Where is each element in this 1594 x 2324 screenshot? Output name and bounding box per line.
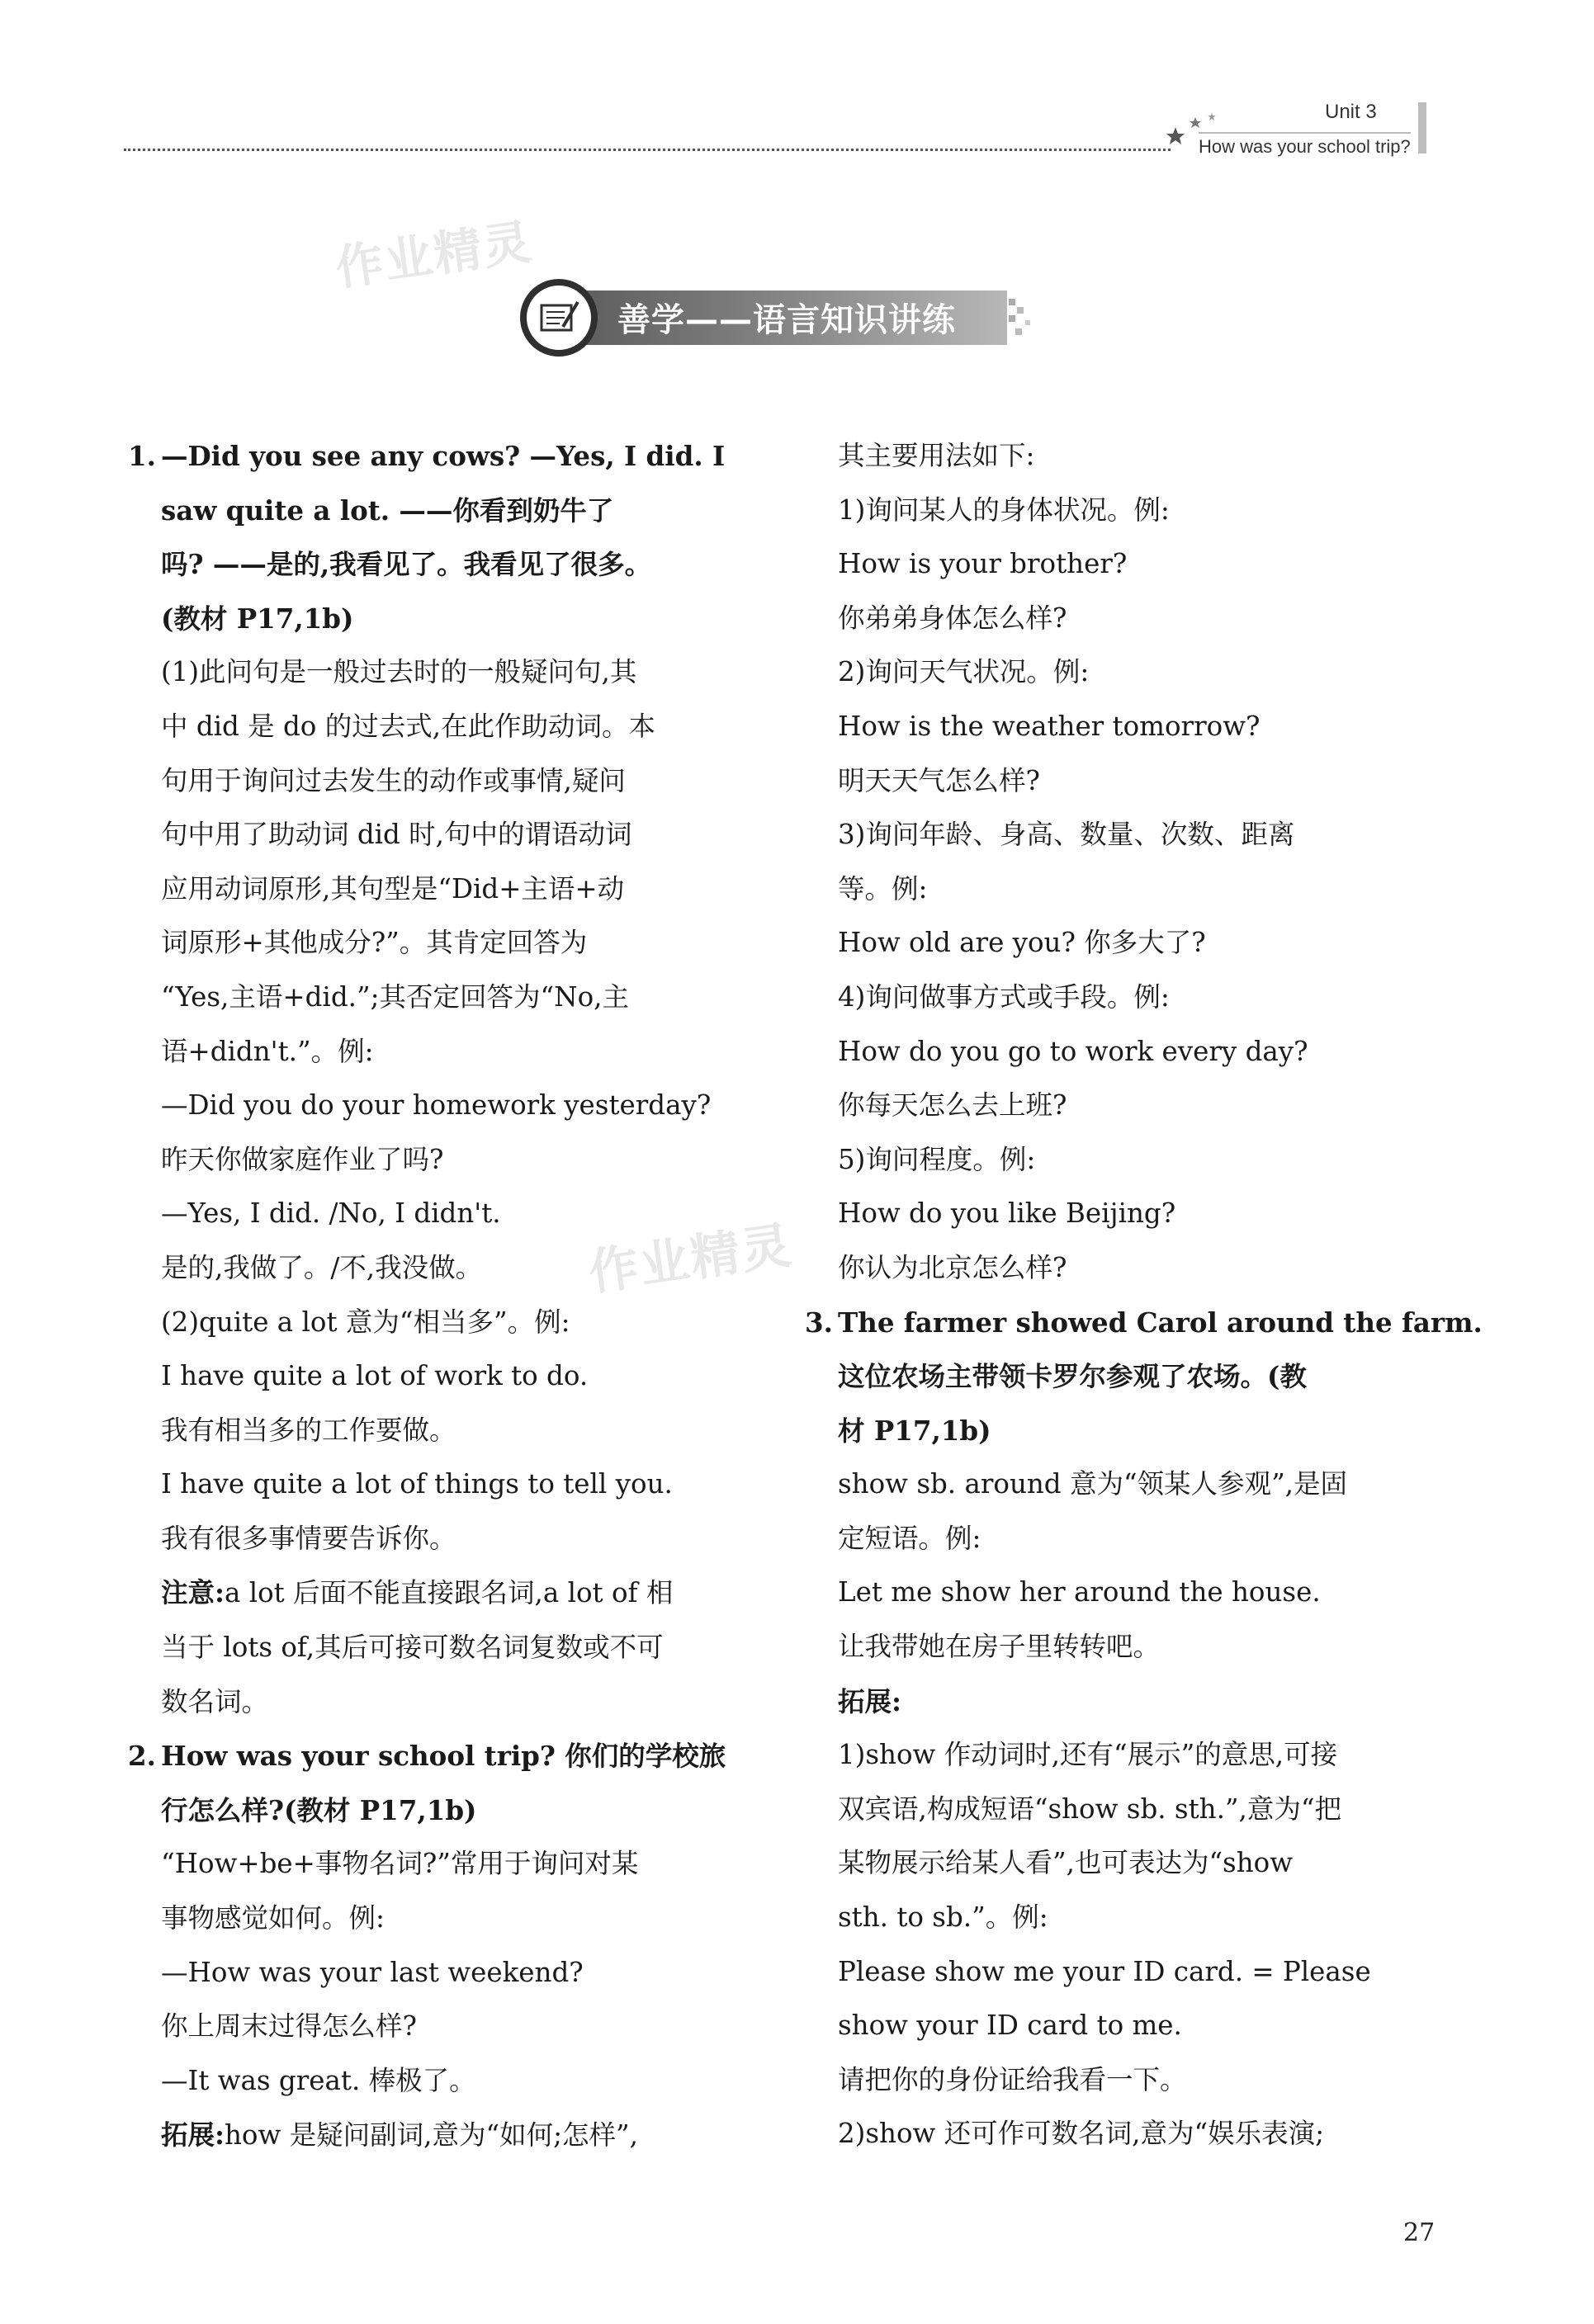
text-line: 句中用了助动词 did 时,句中的谓语动词 xyxy=(161,819,632,851)
text-line: 双宾语,构成短语“show sb. sth.”,意为“把 xyxy=(838,1793,1341,1825)
example-line: How is the weather tomorrow? xyxy=(838,710,1261,742)
text-line: “Yes,主语+did.”;其否定回答为“No,主 xyxy=(161,980,629,1013)
extension-line: 拓展:how 是疑问副词,意为“如何;怎样”, xyxy=(161,2119,638,2152)
text-line: 语+didn't.”。例: xyxy=(161,1035,374,1067)
item-1-heading-cont: 吗? ——是的,我看见了。我看见了很多。 xyxy=(161,548,652,581)
notebook-pen-icon xyxy=(520,279,598,357)
extension-label: 拓展: xyxy=(838,1684,901,1717)
extension-label: 拓展: xyxy=(161,2119,225,2152)
text-line: 句用于询问过去发生的动作或事情,疑问 xyxy=(161,764,626,796)
watermark-middle: 作业精灵 xyxy=(585,1216,797,1302)
text-line: (1)此问句是一般过去时的一般疑问句,其 xyxy=(161,656,637,688)
text-line: 应用动词原形,其句型是“Did+主语+动 xyxy=(161,872,625,905)
text-line: “How+be+事物名词?”常用于询问对某 xyxy=(161,1848,639,1880)
example-line: —How was your last weekend? xyxy=(161,1956,584,1988)
text-line: 定短语。例: xyxy=(838,1522,981,1554)
text-line: 其主要用法如下: xyxy=(838,440,1035,471)
note-label: 注意: xyxy=(161,1576,225,1609)
item-2-heading: 2. How was your school trip? 你们的学校旅 xyxy=(128,1740,726,1773)
running-header xyxy=(124,97,1428,163)
example-line: —It was great. 棒极了。 xyxy=(161,2064,476,2096)
example-line: I have quite a lot of work to do. xyxy=(161,1360,589,1392)
text-line: 3)询问年龄、身高、数量、次数、距离 xyxy=(838,819,1295,851)
banner-title: 善学——语言知识讲练 xyxy=(617,301,956,339)
left-column xyxy=(128,429,755,2163)
example-translation: 你弟弟身体怎么样? xyxy=(838,602,1067,634)
text-line: 事物感觉如何。例: xyxy=(161,1902,385,1934)
example-line: show your ID card to me. xyxy=(838,2010,1182,2042)
item-3-heading: 3. The farmer showed Carol around the farm. xyxy=(805,1306,1483,1339)
example-translation: 我有相当多的工作要做。 xyxy=(161,1414,456,1446)
item-1-heading-cont: saw quite a lot. ——你看到奶牛了 xyxy=(161,494,614,527)
page-number: 27 xyxy=(1403,2218,1436,2247)
header-unit: Unit 3 xyxy=(1325,101,1377,123)
item-1-heading: 1. —Did you see any cows? —Yes, I did. I xyxy=(128,440,726,472)
example-line: —Did you do your homework yesterday? xyxy=(161,1089,712,1122)
example-translation: 是的,我做了。/不,我没做。 xyxy=(161,1251,483,1283)
example-translation: 我有很多事情要告诉你。 xyxy=(161,1522,456,1554)
example-line: —Yes, I did. /No, I didn't. xyxy=(161,1197,501,1230)
text-line: 2)show 还可作可数名词,意为“娱乐表演; xyxy=(838,2118,1325,2150)
item-2-heading-cont: 行怎么样?(教材 P17,1b) xyxy=(161,1793,477,1826)
header-side-bar xyxy=(1418,102,1426,154)
example-translation: 让我带她在房子里转转吧。 xyxy=(838,1631,1161,1663)
example-line: How old are you? 你多大了? xyxy=(838,927,1206,959)
example-line: How do you go to work every day? xyxy=(838,1035,1308,1067)
item-3-source: 材 P17,1b) xyxy=(838,1414,991,1447)
example-line: Please show me your ID card. = Please xyxy=(838,1955,1371,1987)
text-line: 当于 lots of,其后可接可数名词复数或不可 xyxy=(161,1632,664,1664)
example-line: How is your brother? xyxy=(838,548,1128,580)
text-line: show sb. around 意为“领某人参观”,是固 xyxy=(838,1468,1348,1500)
text-line: 数名词。 xyxy=(161,1685,269,1717)
example-line: Let me show her around the house. xyxy=(838,1576,1321,1608)
header-dotted-rule xyxy=(124,149,1171,151)
text-line: 1)show 作动词时,还有“展示”的意思,可接 xyxy=(838,1739,1338,1771)
item-3-heading-cont: 这位农场主带领卡罗尔参观了农场。(教 xyxy=(838,1360,1307,1393)
banner-pixel-decoration xyxy=(1009,295,1042,342)
text-line: (2)quite a lot 意为“相当多”。例: xyxy=(161,1306,570,1338)
text-line: 词原形+其他成分?”。其肯定回答为 xyxy=(161,927,588,959)
text-line: 5)询问程度。例: xyxy=(838,1143,1036,1175)
text-line: 4)询问做事方式或手段。例: xyxy=(838,980,1170,1013)
text-line: 2)询问天气状况。例: xyxy=(838,656,1090,688)
text-line: 中 did 是 do 的过去式,在此作助动词。本 xyxy=(161,710,656,742)
text-line: 等。例: xyxy=(838,872,928,905)
header-subtitle: How was your school trip? xyxy=(1199,132,1411,158)
example-translation: 请把你的身份证给我看一下。 xyxy=(838,2063,1187,2095)
note-line: 注意:a lot 后面不能直接跟名词,a lot of 相 xyxy=(161,1576,674,1609)
text-line: 1)询问某人的身体状况。例: xyxy=(838,494,1170,526)
section-banner xyxy=(520,272,1032,363)
example-line: I have quite a lot of things to tell you. xyxy=(161,1468,673,1500)
example-translation: 你每天怎么去上班? xyxy=(838,1089,1067,1122)
text-line: sth. to sb.”。例: xyxy=(838,1901,1048,1934)
example-translation: 明天天气怎么样? xyxy=(838,764,1040,796)
text-line: 某物展示给某人看”,也可表达为“show xyxy=(838,1847,1294,1879)
item-1-source: (教材 P17,1b) xyxy=(161,602,354,635)
watermark-top: 作业精灵 xyxy=(332,213,537,297)
example-translation: 你认为北京怎么样? xyxy=(838,1251,1067,1283)
right-column xyxy=(805,429,1483,2161)
example-translation: 昨天你做家庭作业了吗? xyxy=(161,1143,444,1175)
example-line: How do you like Beijing? xyxy=(838,1197,1176,1230)
example-translation: 你上周末过得怎么样? xyxy=(161,2010,417,2043)
